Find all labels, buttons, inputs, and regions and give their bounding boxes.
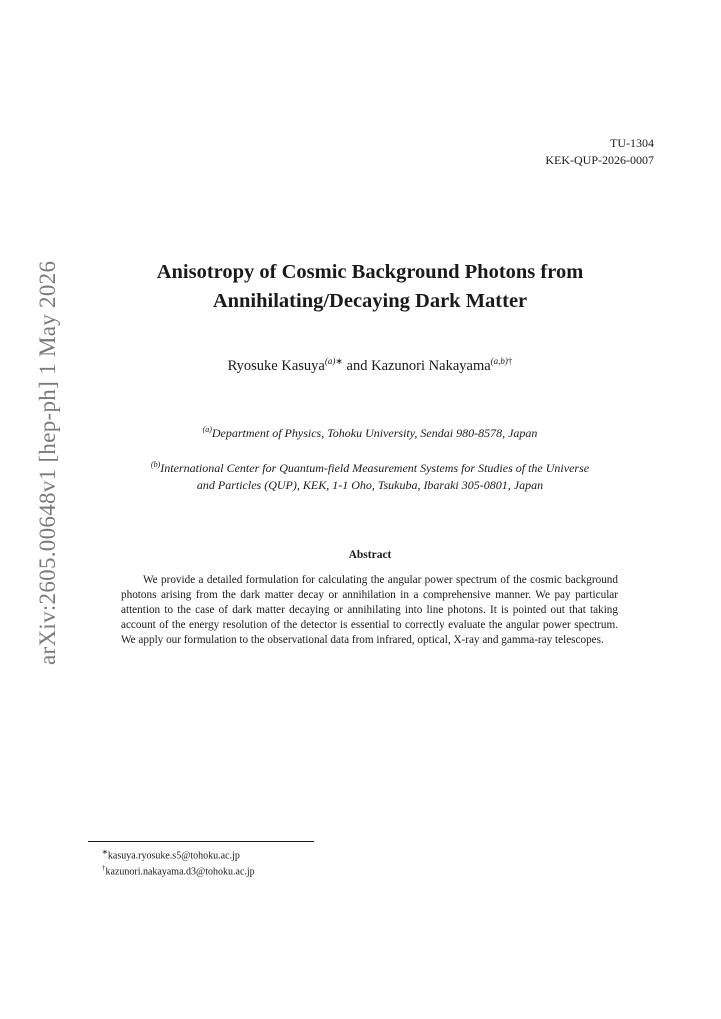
author-affiliation-marker: (a,b)† — [490, 356, 513, 366]
paper-title — [90, 258, 650, 316]
report-numbers — [545, 135, 654, 169]
abstract-heading: Abstract — [348, 549, 392, 561]
footnotes — [102, 846, 255, 879]
report-number: TU-1304 — [610, 136, 654, 150]
affiliation-text: Department of Physics, Tohoku University, Sendai 980-8578, Japan — [211, 426, 538, 440]
author-list — [90, 356, 650, 375]
title-line: Annihilating/Decaying Dark Matter — [212, 290, 528, 312]
footnote — [102, 846, 255, 862]
footnote-mark: ∗ — [102, 848, 108, 856]
footnote — [102, 862, 255, 878]
affiliation-text: International Center for Quantum-field Measurement Systems for Studies of the Universe — [160, 461, 590, 475]
footnote-divider — [88, 841, 314, 842]
author-name: Kazunori Nakayama — [371, 357, 491, 374]
author-name: Ryosuke Kasuya — [227, 357, 325, 374]
author-affiliation-marker: (a)∗ — [324, 356, 343, 366]
arxiv-identifier: arXiv:2605.00648v1 [hep-ph] 1 May 2026 — [35, 260, 60, 665]
title-line: Anisotropy of Cosmic Background Photons from — [156, 261, 584, 283]
author-conjunction: and — [346, 357, 368, 374]
footnote-email: kazunori.nakayama.d3@tohoku.ac.jp — [105, 866, 255, 878]
footnote-mark: † — [102, 864, 106, 873]
affiliation-marker: (a) — [202, 425, 212, 434]
footnote-email: kasuya.ryosuke.s5@tohoku.ac.jp — [107, 850, 240, 862]
affiliation-text: and Particles (QUP), KEK, 1-1 Oho, Tsukuba, Ibaraki 305-0801, Japan — [196, 478, 544, 492]
report-number: KEK-QUP-2026-0007 — [545, 153, 654, 167]
affiliation-a — [85, 421, 655, 442]
affiliation-marker: (b) — [150, 460, 161, 469]
abstract-body: We provide a detailed formulation for calculating the angular power spectrum of the cosmic background photons arising from the dark matter decay or annihilation in a comprehensive manner. We pay particular attention to the case of dark matter decaying or annihilating into line photons. It is pointed out that taking account of the energy resolution of the detector is essential to correctly evaluate the angular power spectrum. We apply our formulation to the observational data from infrared, optical, X-ray and gamma-ray telescopes. — [121, 574, 618, 646]
affiliation-b — [85, 456, 655, 494]
